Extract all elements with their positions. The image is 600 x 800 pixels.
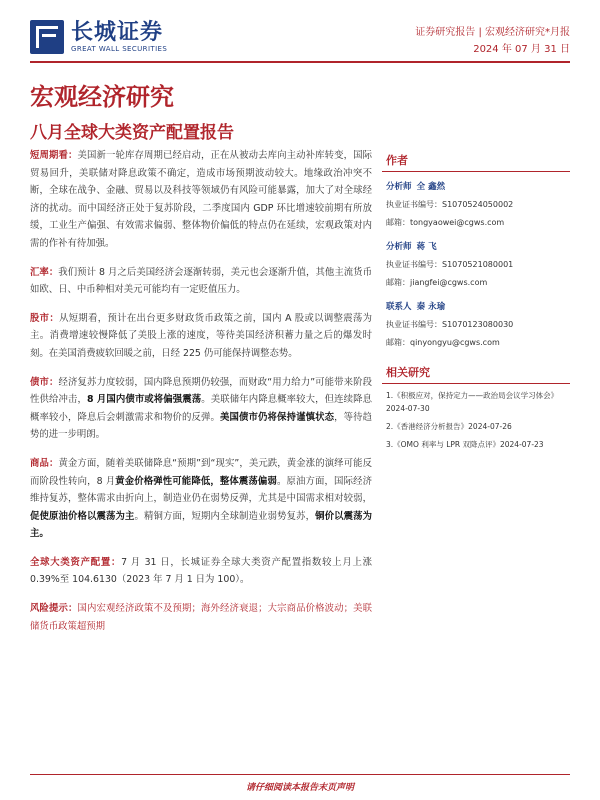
paragraph-text: 从短期看，预计在出台更多财政货币政策之前，国内 A 股或以调整震荡为主。消费增速较慢降低了美股上涨的速度，等待美国经济积蓄力量之后的爆发时刻。在美国消费疲软回暖之前，日经 225 仍可能保持调整态势。 [30, 312, 372, 359]
author-cert: 执业证书编号：S1070521080001 [386, 260, 514, 269]
related-research-link[interactable]: 3.《OMO 利率与 LPR 双降点评》2024-07-23 [386, 440, 544, 449]
paragraph-text: 我们预计 8 月之后美国经济会逐渐转弱，美元也会逐渐升值，其他主流货币如欧、日、中币种相对美元可能均有一定贬值压力。 [30, 266, 372, 296]
author-email[interactable]: 邮箱：tongyaowei@cgws.com [386, 218, 505, 227]
short-cycle-paragraph [30, 147, 372, 253]
bond-paragraph [30, 374, 372, 444]
author-card [382, 180, 570, 228]
risk-paragraph [30, 600, 372, 635]
report-type: 证券研究报告 | 宏观经济研究*月报 [415, 27, 570, 38]
stock-paragraph [30, 310, 372, 363]
oil-highlight: 促使原油价格以震荡为主 [30, 510, 135, 522]
company-logo [30, 20, 167, 54]
fx-paragraph [30, 264, 372, 299]
author-cert: 执业证书编号：S1070123080030 [386, 320, 514, 329]
report-title: 八月全球大类资产配置报告 [30, 123, 234, 143]
report-meta [415, 24, 570, 58]
paragraph-label: 商品： [30, 457, 59, 469]
footer-divider [30, 774, 570, 775]
paragraph-text: ，等待趋势的进一步明朗。 [30, 411, 372, 441]
paragraph-text: 7 月 31 日，长城证券全球大类资产配置指数较上月上涨 0.39%至 104.6130（2023 年 7 月 1 日为 100）。 [30, 556, 372, 586]
paragraph-text: 。原油方面，国际经济维持复苏，整体需求由折向上，制造业仍在弱势反弹，尤其是中国需求相对较弱， [30, 475, 372, 505]
section-title: 宏观经济研究 [30, 83, 174, 111]
paragraph-text: 美国新一轮库存周期已经启动，正在从被动去库向主动补库转变，国际贸易回升，美联储对降息政策不确定，造成市场预期波动较大。地缘政治冲突不断，全球在战争、金融、贸易以及科技等领域仍有风险可能暴露，加大了对全球经济的扰动。而中国经济正处于复苏阶段，二季度国内 GDP 环比增速较前期有所放缓，工业生产偏强、有效需求偏弱、整体物价偏低的特点仍在延续，宏观政策对内需的作补有待加强。 [30, 150, 372, 249]
header-divider [30, 61, 570, 63]
author-role: 分析师 [386, 242, 412, 252]
sidebar [382, 152, 570, 451]
copper-highlight: 铜价以震荡为主。 [30, 510, 372, 540]
author-email[interactable]: 邮箱：jiangfei@cgws.com [386, 278, 488, 287]
commodity-paragraph [30, 455, 372, 543]
report-date: 2024 年 07 月 31 日 [473, 44, 570, 55]
logo-english-name: GREAT WALL SECURITIES [71, 45, 168, 53]
paragraph-label: 债市： [30, 376, 59, 388]
author-name: 秦 永瑜 [416, 302, 446, 312]
paragraph-text: 黄金方面，随着美联储降息“预期”到“现实”，美元跌，黄金涨的演绎可能反而阶段性转向，8 月 [30, 457, 372, 487]
author-card [382, 240, 570, 288]
related-research-heading: 相关研究 [382, 364, 570, 384]
footer-disclaimer: 请仔细阅读本报告末页声明 [245, 783, 354, 793]
related-research-link[interactable]: 2.《香港经济分析报告》2024-07-26 [386, 422, 512, 431]
us-bond-highlight: 美国债市仍将保持谨慎状态 [220, 411, 335, 423]
author-name: 全 鑫然 [416, 182, 446, 192]
risk-text: 国内宏观经济政策不及预期；海外经济衰退；大宗商品价格波动；美联储货币政策超预期 [30, 603, 372, 632]
related-research-link[interactable]: 1.《积极应对，保持定力——政治局会议学习体会》2024-07-30 [386, 391, 559, 413]
author-email[interactable]: 邮箱：qinyongyu@cgws.com [386, 338, 500, 347]
gold-highlight: 黄金价格弹性可能降低，整体震荡偏弱 [115, 475, 277, 487]
paragraph-label: 汇率： [30, 266, 59, 278]
summary-body [30, 147, 372, 646]
bond-highlight: 8 月国内债市或将偏强震荡 [86, 394, 202, 406]
paragraph-label: 风险提示： [30, 603, 78, 615]
paragraph-text: 。美联储年内降息概率较大，但连续降息概率较小，降息后会刺激需求和物价的反弹。 [30, 394, 372, 423]
logo-chinese-name: 长城证券 [71, 20, 164, 45]
paragraph-label: 全球大类资产配置： [30, 556, 122, 568]
author-card [382, 300, 570, 348]
great-wall-logo-icon [30, 20, 64, 54]
authors-heading: 作者 [382, 152, 570, 172]
paragraph-text: 。精铜方面，短期内全球制造业弱势复苏， [134, 510, 316, 522]
paragraph-label: 股市： [30, 312, 60, 324]
author-role: 联系人 [386, 302, 412, 312]
paragraph-label: 短周期看： [30, 150, 78, 161]
paragraph-text: 经济复苏力度较弱，国内降息预期仍较强，而财政“用力给力”可能带来阶段性供给冲击， [30, 376, 372, 406]
author-role: 分析师 [386, 182, 412, 192]
author-name: 蒋 飞 [416, 242, 437, 252]
author-cert: 执业证书编号：S1070524050002 [386, 200, 514, 209]
allocation-paragraph [30, 554, 372, 589]
